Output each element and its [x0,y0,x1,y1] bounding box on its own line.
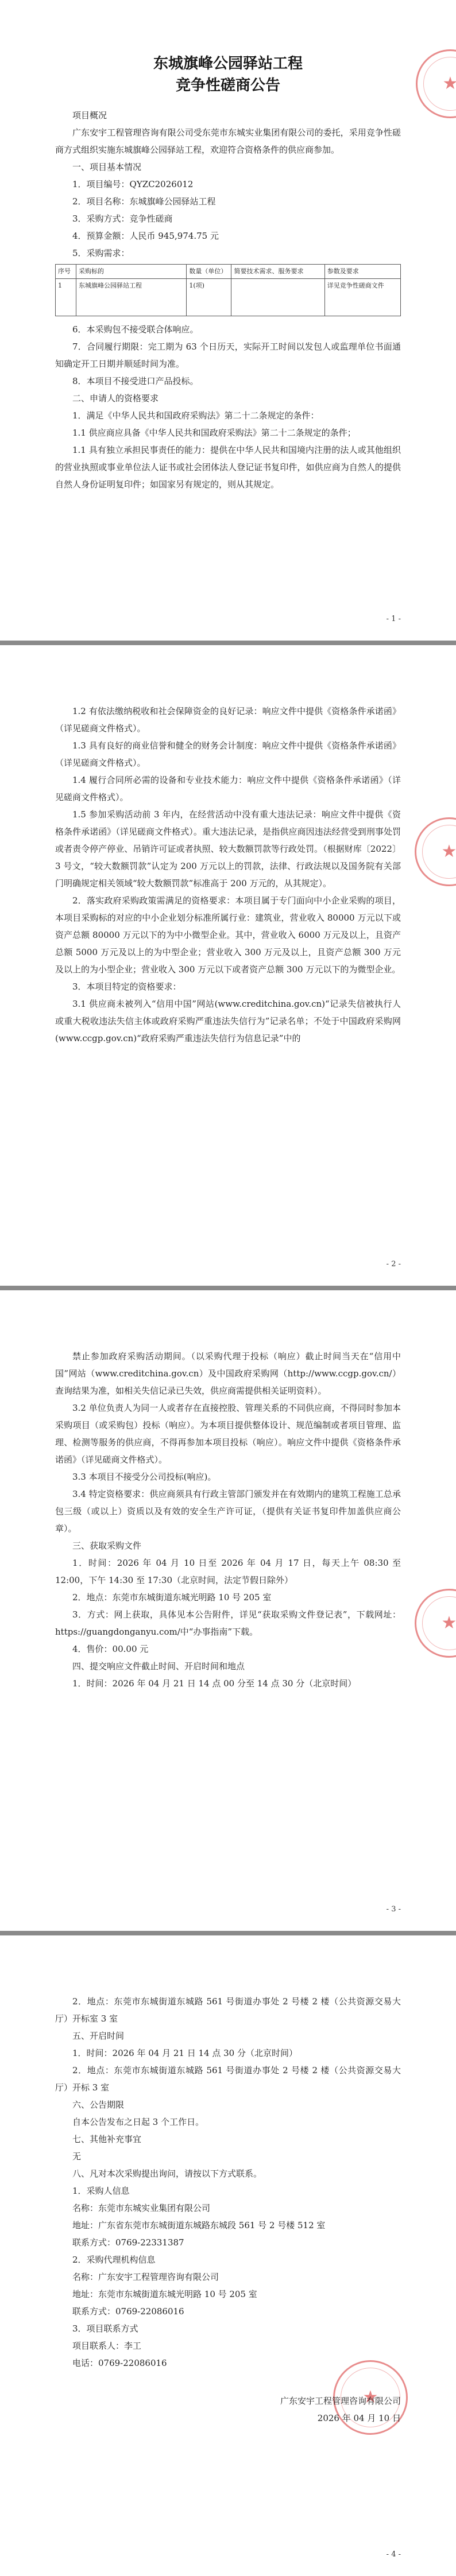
table-cell: 东城旗峰公园驿站工程 [76,279,187,316]
section-heading: 七、其他补充事宜 [72,2134,142,2144]
table-header: 简要技术需求、服务要求 [231,265,324,279]
paragraph: 联系方式：0769-22086016 [72,2306,184,2317]
table-cell: 1 [56,279,76,316]
paragraph: 3.1 供应商未被列入“信用中国”网站(www.creditchina.gov.cn)“记录失信被执行人或重大税收违法失信主体或政府采购严重违法失信行为”记录名单；不处于中国政府采购网(www.ccgp.gov.cn)“政府采购严重违法失信行为信息记录”中的 [55,999,401,1043]
table-cell: 1(项) [187,279,231,316]
paragraph: 2．地点：东莞市东城街道东城光明路 10 号 205 室 [72,1592,272,1603]
paragraph: 1.2 有依法缴纳税收和社会保障资金的良好记录：响应文件中提供《资格条件承诺函》（详见磋商文件格式）。 [55,706,401,734]
paragraph: 3．项目联系方式 [72,2323,138,2334]
paragraph: 4．售价：00.00 元 [72,1644,149,1654]
table-cell [231,279,324,316]
paragraph: 名称：东莞市东城实业集团有限公司 [72,2203,211,2213]
paragraph: 地址：广东省东莞市东城街道东城路东城段 561 号 2 号楼 512 室 [72,2220,326,2230]
section-heading: 一、项目基本情况 [72,162,142,172]
table-row [56,279,401,316]
list-item: 4．预算金额：人民币 945,974.75 元 [72,231,219,241]
paragraph: 1.5 参加采购活动前 3 年内，在经营活动中没有重大违法记录：响应文件中提供《资格条件承诺函》（详见磋商文件格式）。重大违法记录，是指供应商因违法经营受到刑事处罚或者责令停产停业、吊销许可证或者执照、较大数额罚款等行政处罚。（根据财库〔2022〕3 号文，“较大数额罚款”认定为 200 万元以上的罚款，法律、行政法规以及国务院有关部门明确规定相关领域“较大数额罚款”标准高于 200 万元的，从其规定）。 [55,809,401,889]
doc-title-line2: 竞争性磋商公告 [175,77,280,94]
paragraph: 2．地点：东莞市东城街道东城路 561 号街道办事处 2 号楼 2 楼（公共资源交易大厅）开标室 3 室 [55,1996,401,2024]
company-seal [415,1589,456,1658]
table-header-row [56,265,401,279]
paragraph: 1．时间：2026 年 04 月 10 日至 2026 年 04 月 17 日，每天上午 08:30 至 12:00，下午 14:30 至 17:30（北京时间，法定节假日除外） [55,1558,401,1585]
list-item: 5．采购需求： [72,248,130,258]
signature-block [55,2392,401,2427]
table-header: 数量（单位） [187,265,231,279]
list-item: 8．本项目不接受进口产品投标。 [72,376,199,386]
signature-date: 2026 年 04 月 10 日 [317,2413,401,2423]
list-item: 7．合同履行期限：完工期为 63 个日历天，实际开工时间以发包人或监理单位书面通知确定开工日期并顺延时间为准。 [55,342,401,369]
page-2 [0,645,456,1286]
page-3 [0,1290,456,1931]
company-seal [416,49,456,118]
list-item: 6．本采购包不接受联合体响应。 [72,324,199,335]
paragraph: 地址：东莞市东城街道东城光明路 10 号 205 室 [72,2289,257,2299]
table-header: 采购标的 [76,265,187,279]
procurement-table [55,264,401,316]
page-number: - 4 - [386,2550,401,2559]
paragraph: 自本公告发布之日起 3 个工作日。 [72,2117,204,2127]
paragraph: 广东安宇工程管理咨询有限公司受东莞市东城实业集团有限公司的委托，采用竞争性磋商方式组织实施东城旗峰公园驿站工程，欢迎符合资格条件的供应商参加。 [55,127,401,155]
paragraph: 1.1 具有独立承担民事责任的能力：提供在中华人民共和国境内注册的法人或其他组织的营业执照或事业单位法人证书或社会团体法人登记证书复印件，如供应商为自然人的提供自然人身份证明复印件；如国家另有规定的，则从其规定。 [55,445,401,490]
list-item: 2．项目名称：东城旗峰公园驿站工程 [72,196,216,207]
section-heading: 项目概况 [72,110,107,121]
paragraph: 联系方式：0769-22331387 [72,2237,184,2248]
section-heading: 八、凡对本次采购提出询问，请按以下方式联系。 [72,2168,262,2179]
paragraph: 2．落实政府采购政策需满足的资格要求：本项目属于专门面向中小企业采购的项目，本项目采购标的对应的中小企业划分标准所属行业：建筑业，营业收入 80000 万元以下或资产总额 80000 万元以下的为中小微型企业。其中，营业收入 6000 万元及以上，且资产总额 5000 万元及以上的为中型企业；营业收入 300 万元及以上，且资产总额 300 万元及以上的为小型企业；营业收入 300 万元以下或者资产总额 300 万元以下的为微型企业。 [55,895,401,975]
table-header: 序号 [56,265,76,279]
paragraph: 3．方式：网上获取，具体见本公告附件，详见“获取采购文件登记表”，下载网址：https://guangdonganyu.com/中“办事指南”下载。 [55,1609,401,1637]
table-header: 参数及要求 [324,265,400,279]
section-heading: 四、提交响应文件截止时间、开启时间和地点 [72,1661,245,1671]
section-heading: 五、开启时间 [72,2031,125,2041]
paragraph: 1.3 具有良好的商业信誉和健全的财务会计制度：响应文件中提供《资格条件承诺函》（详见磋商文件格式）。 [55,740,401,768]
section-heading: 三、获取采购文件 [72,1541,142,1551]
paragraph: 1.4 履行合同所必需的设备和专业技术能力：响应文件中提供《资格条件承诺函》（详见磋商文件格式）。 [55,775,401,802]
page-number: - 1 - [386,615,401,623]
paragraph: 3.4 特定资格要求：供应商须具有行政主管部门颁发并在有效期内的建筑工程施工总承包三级（或以上）资质以及有效的安全生产许可证，（提供有关证书复印件加盖供应商公章）。 [55,1489,401,1534]
paragraph: 2．采购代理机构信息 [72,2255,156,2265]
paragraph: 电话：0769-22086016 [72,2358,167,2368]
paragraph: 项目联系人：李工 [72,2341,142,2351]
page-1 [0,0,456,641]
page-number: - 3 - [386,1905,401,1914]
list-item: 3．采购方式：竞争性磋商 [72,214,173,224]
paragraph: 1．时间：2026 年 04 月 21 日 14 点 00 分至 14 点 30 分（北京时间） [72,1678,357,1689]
paragraph: 1．采购人信息 [72,2186,130,2196]
paragraph: 3.2 单位负责人为同一人或者存在直接控股、管理关系的不同供应商，不得同时参加本采购项目（或采购包）投标（响应）。为本项目提供整体设计、规范编制或者项目管理、监理、检测等服务的供应商，不得再参加本项目投标（响应）。响应文件中提供《资格条件承诺函》（详见磋商文件格式）。 [55,1403,401,1465]
section-heading: 二、申请人的资格要求 [72,393,159,404]
paragraph: 1．满足《中华人民共和国政府采购法》第二十二条规定的条件： [72,410,319,421]
paragraph: 2．地点：东莞市东城街道东城路 561 号街道办事处 2 号楼 2 楼（公共资源交易大厅）开标 3 室 [55,2065,401,2093]
table-cell: 详见竞争性磋商文件 [324,279,400,316]
paragraph: 3．本项目特定的资格要求： [72,981,181,992]
page-4 [0,1935,456,2576]
page-number: - 2 - [386,1260,401,1268]
paragraph: 无 [72,2151,82,2162]
paragraph: 1.1 供应商应具备《中华人民共和国政府采购法》第二十二条规定的条件； [72,428,356,438]
section-heading: 六、公告期限 [72,2100,125,2110]
list-item: 1．项目编号：QYZC2026012 [72,179,194,189]
paragraph: 名称：广东安宇工程管理咨询有限公司 [72,2272,219,2282]
paragraph: 禁止参加政府采购活动期间。（以采购代理于投标（响应）截止时间当天在“信用中国”网站（www.creditchina.gov.cn）及中国政府采购网（http://www.ccgp.gov.cn/）查询结果为准，如相关失信记录已失效，供应商需提供相关证明资料）。 [55,1351,401,1396]
signature-company: 广东安宇工程管理咨询有限公司 [280,2396,401,2406]
paragraph: 1．时间：2026 年 04 月 21 日 14 点 30 分（北京时间） [72,2048,297,2058]
paragraph: 3.3 本项目不接受分公司投标(响应)。 [72,1472,217,1482]
company-seal [415,817,456,886]
doc-title-line1: 东城旗峰公园驿站工程 [153,55,303,72]
